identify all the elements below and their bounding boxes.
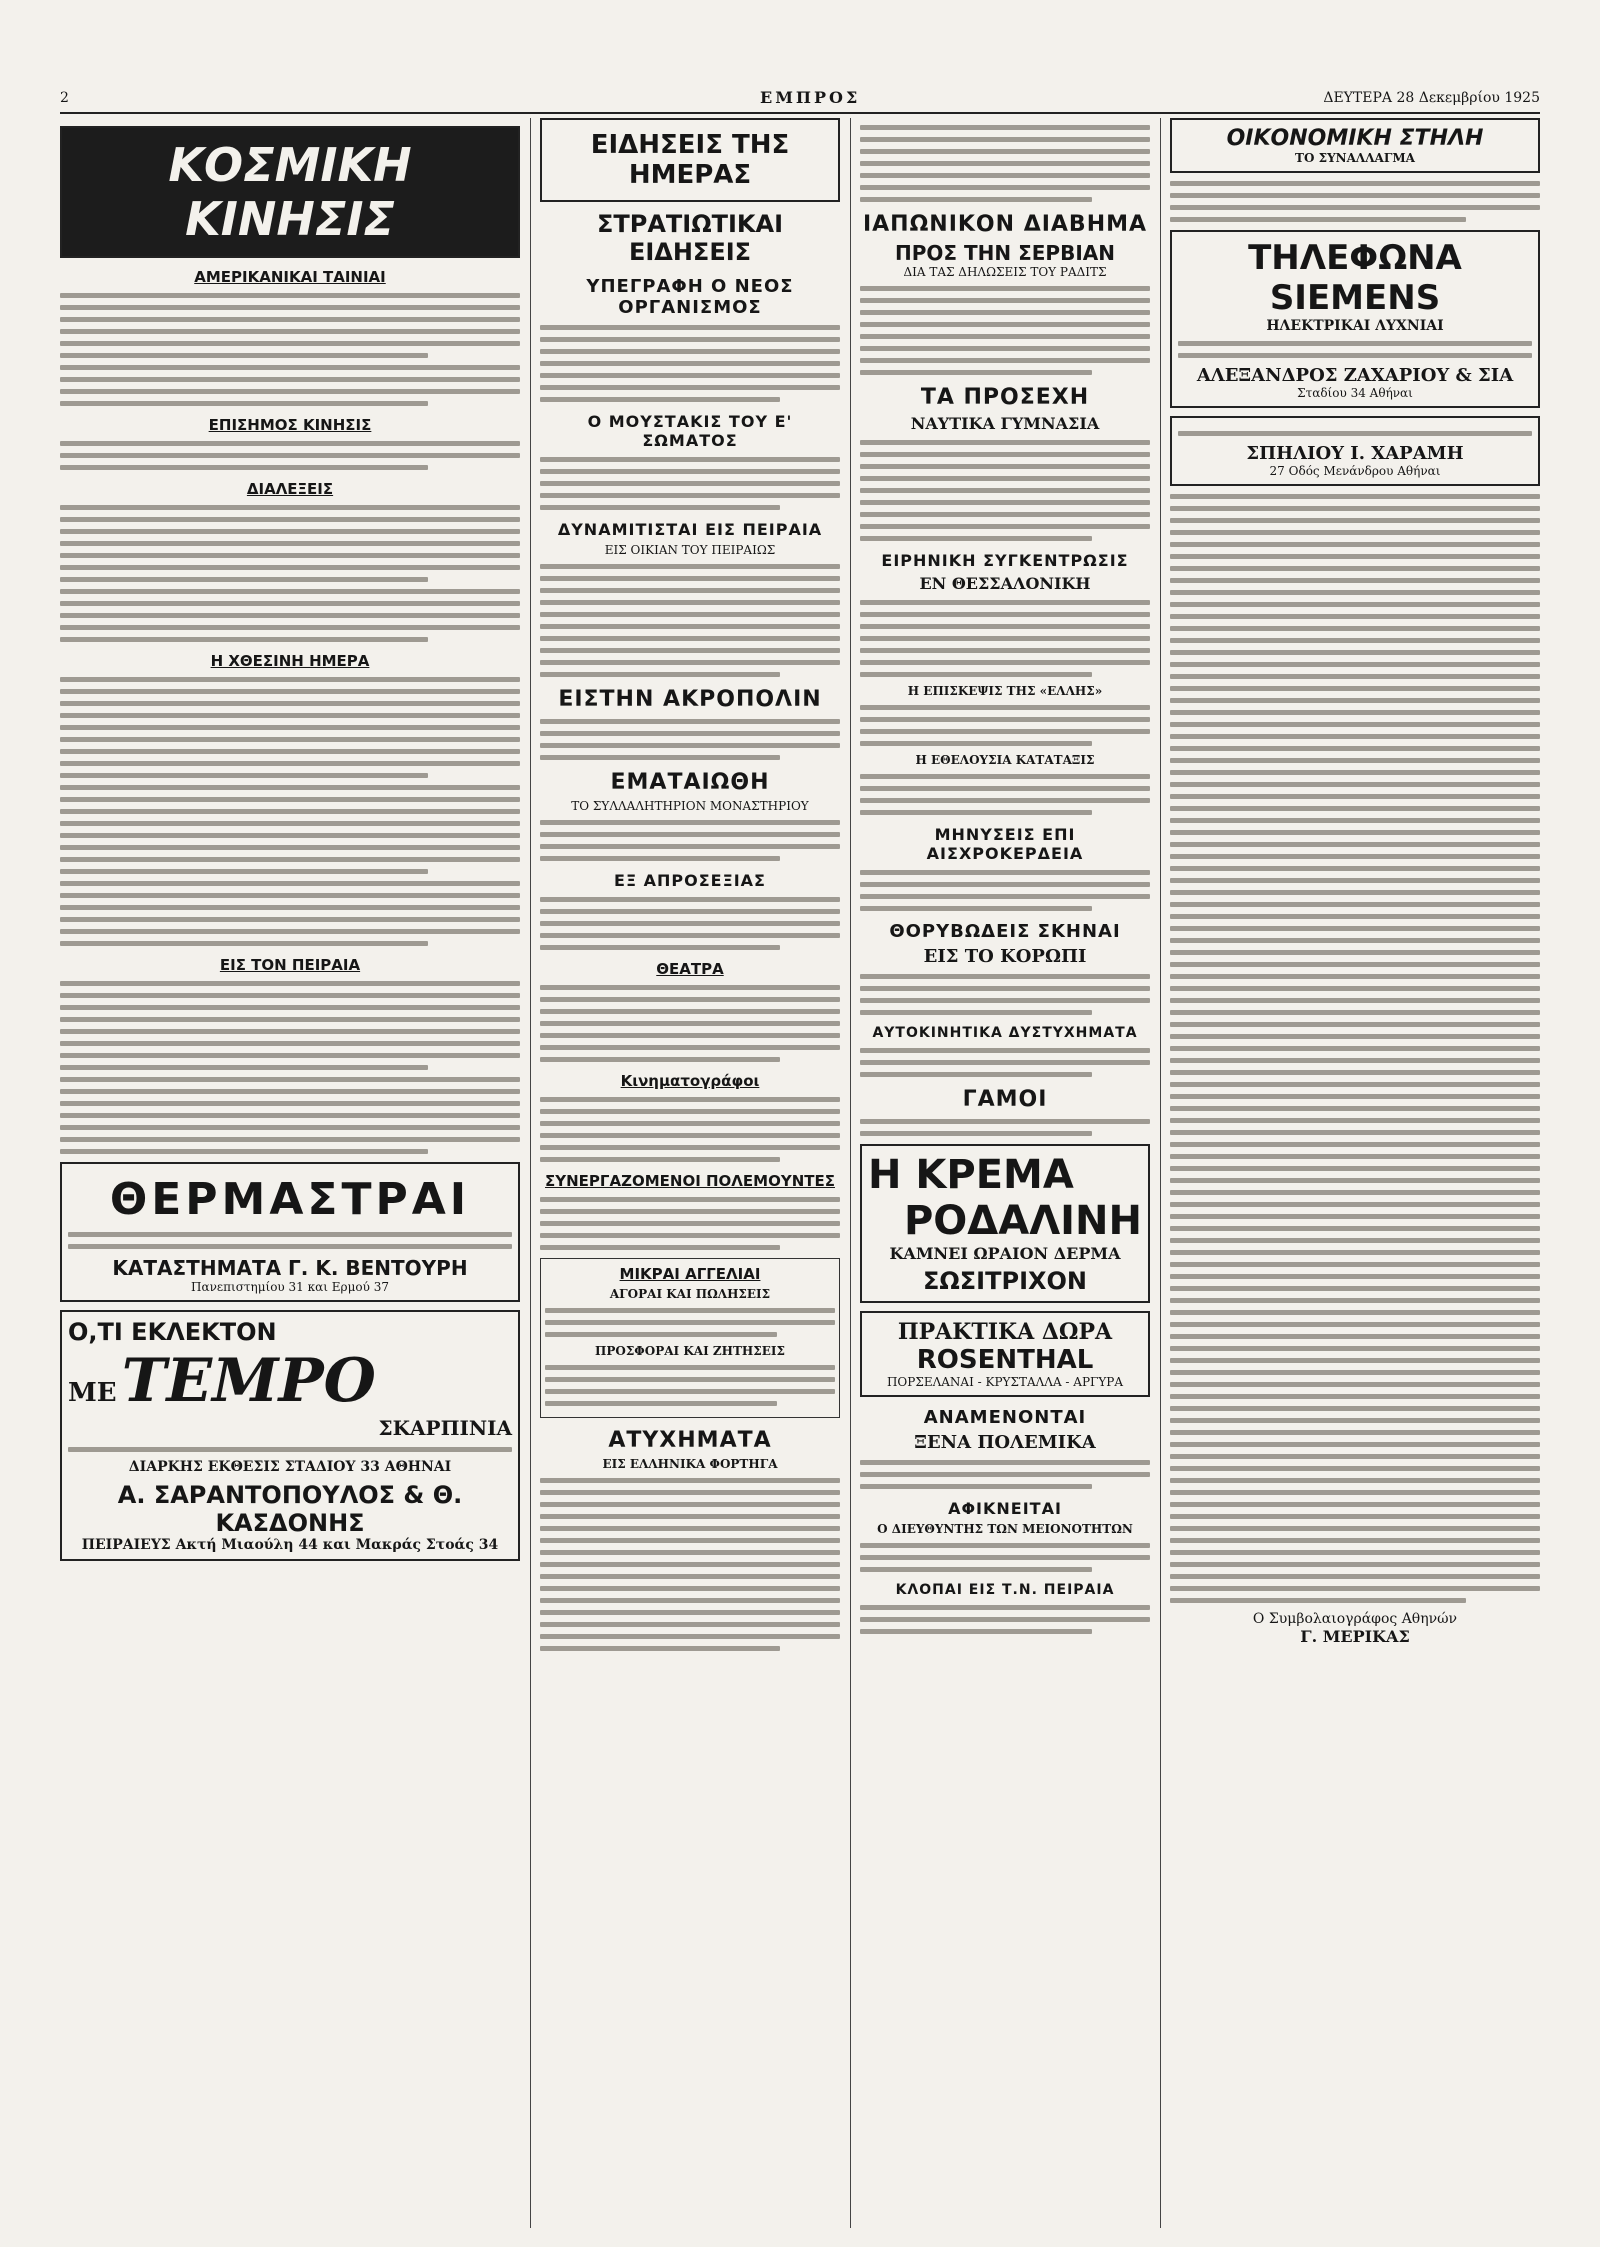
section-heading: ΣΥΝΕΡΓΑΖΟΜΕΝΟΙ ΠΟΛΕΜΟΥΝΤΕΣ bbox=[545, 1172, 835, 1190]
article-subhead: ΞΕΝΑ ΠΟΛΕΜΙΚΑ bbox=[914, 1432, 1096, 1453]
article-headline: ΤΑ ΠΡΟΣΕΧΗ bbox=[920, 385, 1090, 410]
notary-name: Γ. ΜΕΡΙΚΑΣ bbox=[1300, 1627, 1410, 1646]
column-rule bbox=[530, 118, 531, 2228]
section-heading: Κινηματογράφοι bbox=[620, 1072, 760, 1090]
article-headline: ΜΗΝΥΣΕΙΣ ΕΠΙ ΑΙΣΧΡΟΚΕΡΔΕΙΑ bbox=[926, 825, 1084, 863]
article-subhead: ΕΝ ΘΕΣΣΑΛΟΝΙΚΗ bbox=[919, 574, 1091, 593]
article-headline: ΥΠΕΓΡΑΦΗ Ο ΝΕΟΣ ΟΡΓΑΝΙΣΜΟΣ bbox=[586, 276, 794, 318]
article-subhead: ΤΟ ΣΥΛΛΑΛΗΤΗΡΙΟΝ ΜΟΝΑΣΤΗΡΙΟΥ bbox=[571, 799, 809, 813]
economic-column-header: ΟΙΚΟΝΟΜΙΚΗ ΣΤΗΛΗ ΤΟ ΣΥΝΑΛΛΑΓΜΑ bbox=[1170, 118, 1540, 173]
siemens-ad: ΤΗΛΕΦΩΝΑ SIEMENS ΗΛΕΚΤΡΙΚΑΙ ΛΥΧΝΙΑΙ ΑΛΕΞΑΝΔΡΟΣ ΖΑΧΑΡΙΟΥ & ΣΙΑ Σταδίου 34 Αθήναι bbox=[1170, 230, 1540, 408]
section-heading: Η ΧΘΕΣΙΝΗ ΗΜΕΡΑ bbox=[210, 652, 370, 670]
article-headline: ΙΑΠΩΝΙΚΟΝ ΔΙΑΒΗΜΑ bbox=[862, 212, 1148, 237]
column-rule bbox=[1160, 118, 1161, 2228]
article-headline: ΕΙΡΗΝΙΚΗ ΣΥΓΚΕΝΤΡΩΣΙΣ bbox=[881, 551, 1129, 570]
news-banner: ΕΙΔΗΣΕΙΣ ΤΗΣ ΗΜΕΡΑΣ bbox=[540, 118, 840, 202]
article-headline: ΚΛΟΠΑΙ ΕΙΣ Τ.Ν. ΠΕΙΡΑΙΑ bbox=[895, 1582, 1115, 1598]
section-heading: ΕΠΙΣΗΜΟΣ ΚΙΝΗΣΙΣ bbox=[208, 416, 372, 434]
section-heading: ΔΙΑΛΕΞΕΙΣ bbox=[246, 480, 334, 498]
column-1 bbox=[60, 118, 520, 2228]
article-subhead: ΔΙΑ ΤΑΣ ΔΗΛΩΣΕΙΣ ΤΟΥ ΡΑΔΙΤΣ bbox=[903, 265, 1107, 279]
column-2 bbox=[540, 118, 840, 2228]
article-headline: ΔΥΝΑΜΙΤΙΣΤΑΙ ΕΙΣ ΠΕΙΡΑΙΑ bbox=[557, 520, 823, 539]
article-headline: ΑΥΤΟΚΙΝΗΤΙΚΑ ΔΥΣΤΥΧΗΜΑΤΑ bbox=[872, 1025, 1138, 1041]
article-headline: ΘΟΡΥΒΩΔΕΙΣ ΣΚΗΝΑΙ bbox=[889, 921, 1121, 942]
article-headline: ΑΦΙΚΝΕΙΤΑΙ bbox=[948, 1499, 1062, 1518]
paper-name: ΕΜΠΡΟΣ bbox=[760, 88, 861, 107]
article-headline: ΕΙΣΤΗΝ ΑΚΡΟΠΟΛΙΝ bbox=[558, 687, 822, 712]
issue-date: ΔΕΥΤΕΡΑ 28 Δεκεμβρίου 1925 bbox=[1323, 90, 1540, 106]
column-4 bbox=[1170, 118, 1540, 2228]
article-subhead: ΕΙΣ ΟΙΚΙΑΝ ΤΟΥ ΠΕΙΡΑΙΩΣ bbox=[604, 543, 776, 557]
tempo-ad: Ο,ΤΙ ΕΚΛΕΚΤΟΝ ΜΕ TEMPO ΣΚΑΡΠΙΝΙΑ ΔΙΑΡΚΗΣ ΕΚΘΕΣΙΣ ΣΤΑΔΙΟΥ 33 ΑΘΗΝΑΙ Α. ΣΑΡΑΝΤΟΠΟΥΛΟΣ & Θ. ΚΑΣΔΟΝΗΣ ΠΕΙΡΑΙΕΥΣ Ακτή Μιαούλη 44 και Μακράς Στοάς 34 bbox=[60, 1310, 520, 1561]
section-heading: ΘΕΑΤΡΑ bbox=[656, 960, 724, 978]
article-headline: ΓΑΜΟΙ bbox=[962, 1087, 1048, 1112]
article-subhead: Ο ΔΙΕΥΘΥΝΤΗΣ ΤΩΝ ΜΕΙΟΝΟΤΗΤΩΝ bbox=[877, 1522, 1133, 1536]
society-banner: ΚΟΣΜΙΚΗ ΚΙΝΗΣΙΣ bbox=[60, 126, 520, 258]
eye-clinic-ad: ΣΠΗΛΙΟΥ Ι. ΧΑΡΑΜΗ 27 Οδός Μενάνδρου Αθήναι bbox=[1170, 416, 1540, 486]
article-headline: Ο ΜΟΥΣΤΑΚΙΣ ΤΟΥ Ε' ΣΩΜΑΤΟΣ bbox=[587, 412, 793, 450]
page-number: 2 bbox=[60, 90, 69, 106]
article-headline: ΑΝΑΜΕΝΟΝΤΑΙ bbox=[923, 1407, 1087, 1428]
article-headline: ΠΡΟΣ ΤΗΝ ΣΕΡΒΙΑΝ bbox=[895, 241, 1115, 265]
rodalini-ad: Η ΚΡΕΜΑ ΡΟΔΑΛΙΝΗ ΚΑΜΝΕΙ ΩΡΑΙΟΝ ΔΕΡΜΑ ΣΩΣΙΤΡΙΧΟΝ bbox=[860, 1144, 1150, 1303]
section-heading: ΕΙΣ ΤΟΝ ΠΕΙΡΑΙΑ bbox=[219, 956, 361, 974]
article-subhead: Η ΕΠΙΣΚΕΨΙΣ ΤΗΣ «ΕΛΛΗΣ» bbox=[907, 684, 1103, 698]
small-ads-box: ΜΙΚΡΑΙ ΑΓΓΕΛΙΑΙ ΑΓΟΡΑΙ ΚΑΙ ΠΩΛΗΣΕΙΣ ΠΡΟΣΦΟΡΑΙ ΚΑΙ ΖΗΤΗΣΕΙΣ bbox=[540, 1258, 840, 1418]
rosenthal-ad: ΠΡΑΚΤΙΚΑ ΔΩΡΑ ROSENTHAL ΠΟΡΣΕΛΑΝΑΙ - ΚΡΥΣΤΑΛΛΑ - ΑΡΓΥΡΑ bbox=[860, 1311, 1150, 1397]
article-headline: ΕΞ ΑΠΡΟΣΕΞΙΑΣ bbox=[614, 871, 766, 890]
heaters-ad: ΘΕΡΜΑΣΤΡΑΙ ΚΑΤΑΣΤΗΜΑΤΑ Γ. Κ. ΒΕΝΤΟΥΡΗ Πανεπιστημίου 31 και Ερμού 37 bbox=[60, 1162, 520, 1302]
article-subhead: ΝΑΥΤΙΚΑ ΓΥΜΝΑΣΙΑ bbox=[910, 414, 1100, 433]
masthead bbox=[60, 90, 1540, 114]
notary-signature: Ο Συμβολαιογράφος Αθηνών bbox=[1252, 1611, 1458, 1627]
article-headline: ΑΤΥΧΗΜΑΤΑ bbox=[608, 1428, 772, 1453]
column-rule bbox=[850, 118, 851, 2228]
article-subhead: Η ΕΘΕΛΟΥΣΙΑ ΚΑΤΑΤΑΞΙΣ bbox=[915, 753, 1095, 767]
section-heading: ΣΤΡΑΤΙΩΤΙΚΑΙ ΕΙΔΗΣΕΙΣ bbox=[596, 210, 784, 266]
section-heading: ΑΜΕΡΙΚΑΝΙΚΑΙ ΤΑΙΝΙΑΙ bbox=[194, 268, 386, 286]
article-subhead: ΕΙΣ ΕΛΛΗΝΙΚΑ ΦΟΡΤΗΓΑ bbox=[602, 1457, 778, 1471]
article-headline: ΕΜΑΤΑΙΩΘΗ bbox=[610, 770, 770, 795]
column-3 bbox=[860, 118, 1150, 2228]
article-subhead: ΕΙΣ ΤΟ ΚΟΡΩΠΙ bbox=[923, 946, 1087, 967]
